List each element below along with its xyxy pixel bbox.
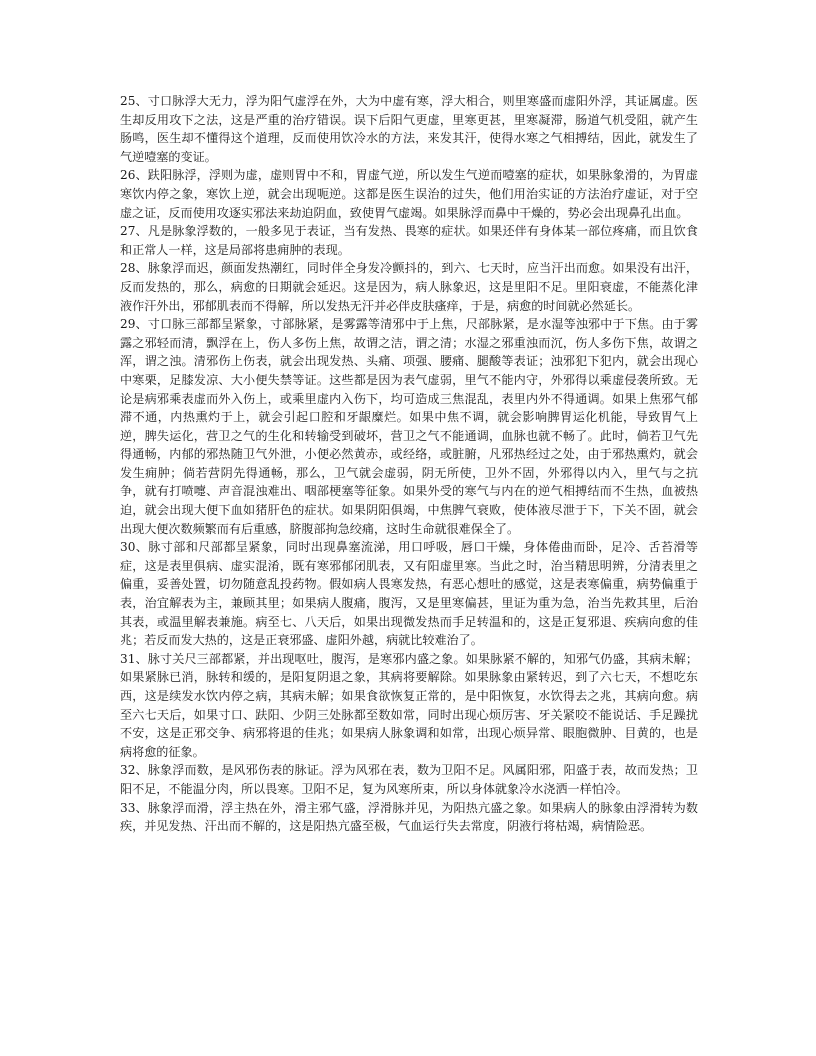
paragraph-33: 33、脉象浮而滑，浮主热在外，滑主邪气盛，浮滑脉并见，为阳热亢盛之象。如果病人的脉象由浮滑转为数疾，并见发热、汗出而不解的，这是阳热亢盛至极，气血运行失去常度，阴液行将枯竭，病情险恶。 [120,800,698,834]
paragraph-29: 29、寸口脉三部都呈紧象，寸部脉紧，是雾露等清邪中于上焦，尺部脉紧，是水湿等浊邪中于下焦。由于雾露之邪轻而清，飘浮在上，伤人多伤上焦，故谓之洁，谓之清；水湿之邪重浊而沉，伤人多伤下焦，故谓之浑，谓之浊。清邪伤上伤表，就会出现发热、头痛、项强、腰痛、腿酸等表证；浊邪犯下犯内，就会出现心中寒栗，足膝发凉、大小便失禁等证。这些都是因为表气虚弱，里气不能内守，外邪得以乘虚侵袭所致。无论是病邪乘表虚而外入伤上，或乘里虚内入伤下，均可造成三焦混乱，表里内外不得通调。如果上焦邪气郁滞不通，内热熏灼于上，就会引起口腔和牙龈糜烂。如果中焦不调，就会影响脾胃运化机能，导致胃气上逆，脾失运化，营卫之气的生化和转输受到破坏，营卫之气不能通调，血脉也就不畅了。此时，倘若卫气先得通畅，内郁的邪热随卫气外泄，小便必然黄赤，或经络，或脏腑，凡邪热经过之处，由于邪热熏灼，就会发生痈肿；倘若营阴先得通畅，那么，卫气就会虚弱，阴无所使，卫外不固，外邪得以内入，里气与之抗争，就有打喷嚏、声音混浊难出、咽部梗塞等征象。如果外受的寒气与内在的逆气相搏结而不生热，血被热迫，就会出现大便下血如猪肝色的症状。如果阴阳俱竭，中焦脾气衰败，使体液尽泄于下，下关不固，就会出现大便次数频繁而有后重感，脐腹部拘急绞痛，这时生命就很难保全了。 [120,317,698,536]
paragraph-26: 26、趺阳脉浮，浮则为虚，虚则胃中不和，胃虚气逆，所以发生气逆而噎塞的症状，如果脉象滑的，为胃虚寒饮内停之象，寒饮上逆，就会出现呃逆。这都是医生误治的过失，他们用治实证的方法治疗虚证，对于空虚之证，反而使用攻逐实邪法来劫迫阴血，致使胃气虚竭。如果脉浮而鼻中干燥的，势必会出现鼻孔出血。 [120,168,698,220]
paragraph-31: 31、脉寸关尺三部都紧，并出现呕吐，腹泻，是寒邪内盛之象。如果脉紧不解的，知邪气仍盛，其病未解；如果紧脉已消，脉转和缓的，是阳复阴退之象，其病将要解除。如果脉象由紧转迟，到了六七天，不想吃东西，这是续发水饮内停之病，其病未解；如果食欲恢复正常的，是中阳恢复，水饮得去之兆，其病向愈。病至六七天后，如果寸口、趺阳、少阴三处脉都至数如常，同时出现心烦厉害、牙关紧咬不能说话、手足躁扰不安，这是正邪交争、病邪将退的佳兆；如果病人脉象调和如常，出现心烦异常、眼胞微肿、目黄的，也是病将愈的征象。 [120,651,698,759]
paragraph-32: 32、脉象浮而数，是风邪伤表的脉证。浮为风邪在表，数为卫阳不足。风属阳邪，阳盛于表，故而发热；卫阳不足，不能温分肉，所以畏寒。卫阳不足，复为风寒所束，所以身体就象冷水浇洒一样怕冷。 [120,763,698,796]
paragraph-27: 27、凡是脉象浮数的，一般多见于表证，当有发热、畏寒的症状。如果还伴有身体某一部位疼痛，而且饮食和正常人一样，这是局部将患痈肿的表现。 [120,224,698,257]
paragraph-30: 30、脉寸部和尺部都呈紧象，同时出现鼻塞流涕，用口呼吸，唇口干燥，身体倦曲而卧，足冷、舌苔滑等症，这是表里俱病、虚实混淆，既有寒邪郁闭肌表，又有阳虚里寒。当此之时，治当精思明辨，分清表里之偏重，妥善处置，切勿随意乱投药物。假如病人畏寒发热，有恶心想吐的感觉，这是表寒偏重，病势偏重于表，治宜解表为主，兼顾其里；如果病人腹痛，腹泻，又是里寒偏甚，里证为重为急，治当先救其里，后治其表，或温里解表兼施。病至七、八天后，如果出现微发热而手足转温和的，这是正复邪退、疾病向愈的佳兆；若反而发大热的，这是正衰邪盛、虚阳外越，病就比较难治了。 [120,540,698,648]
paragraph-28: 28、脉象浮而迟，颜面发热潮红，同时伴全身发冷颤抖的，到六、七天时，应当汗出而愈。如果没有出汗，反而发热的，那么，病愈的日期就会延迟。这是因为，病人脉象迟，这是里阳不足。里阳衰虚，不能蒸化津液作汗外出，邪郁肌表而不得解，所以发热无汗并必伴皮肤瘙痒，于是，病愈的时间就必然延长。 [120,261,698,313]
document-page [120,92,698,836]
paragraph-25: 25、寸口脉浮大无力，浮为阳气虚浮在外，大为中虚有寒，浮大相合，则里寒盛而虚阳外浮，其证属虚。医生却反用攻下之法，这是严重的治疗错误。误下后阳气更虚，里寒更甚，里寒凝滞，肠道气机受阻，就产生肠鸣，医生却不懂得这个道理，反而使用饮冷水的方法，来发其汗，使得水寒之气相搏结，因此，就发生了气逆噎塞的变证。 [120,94,698,164]
